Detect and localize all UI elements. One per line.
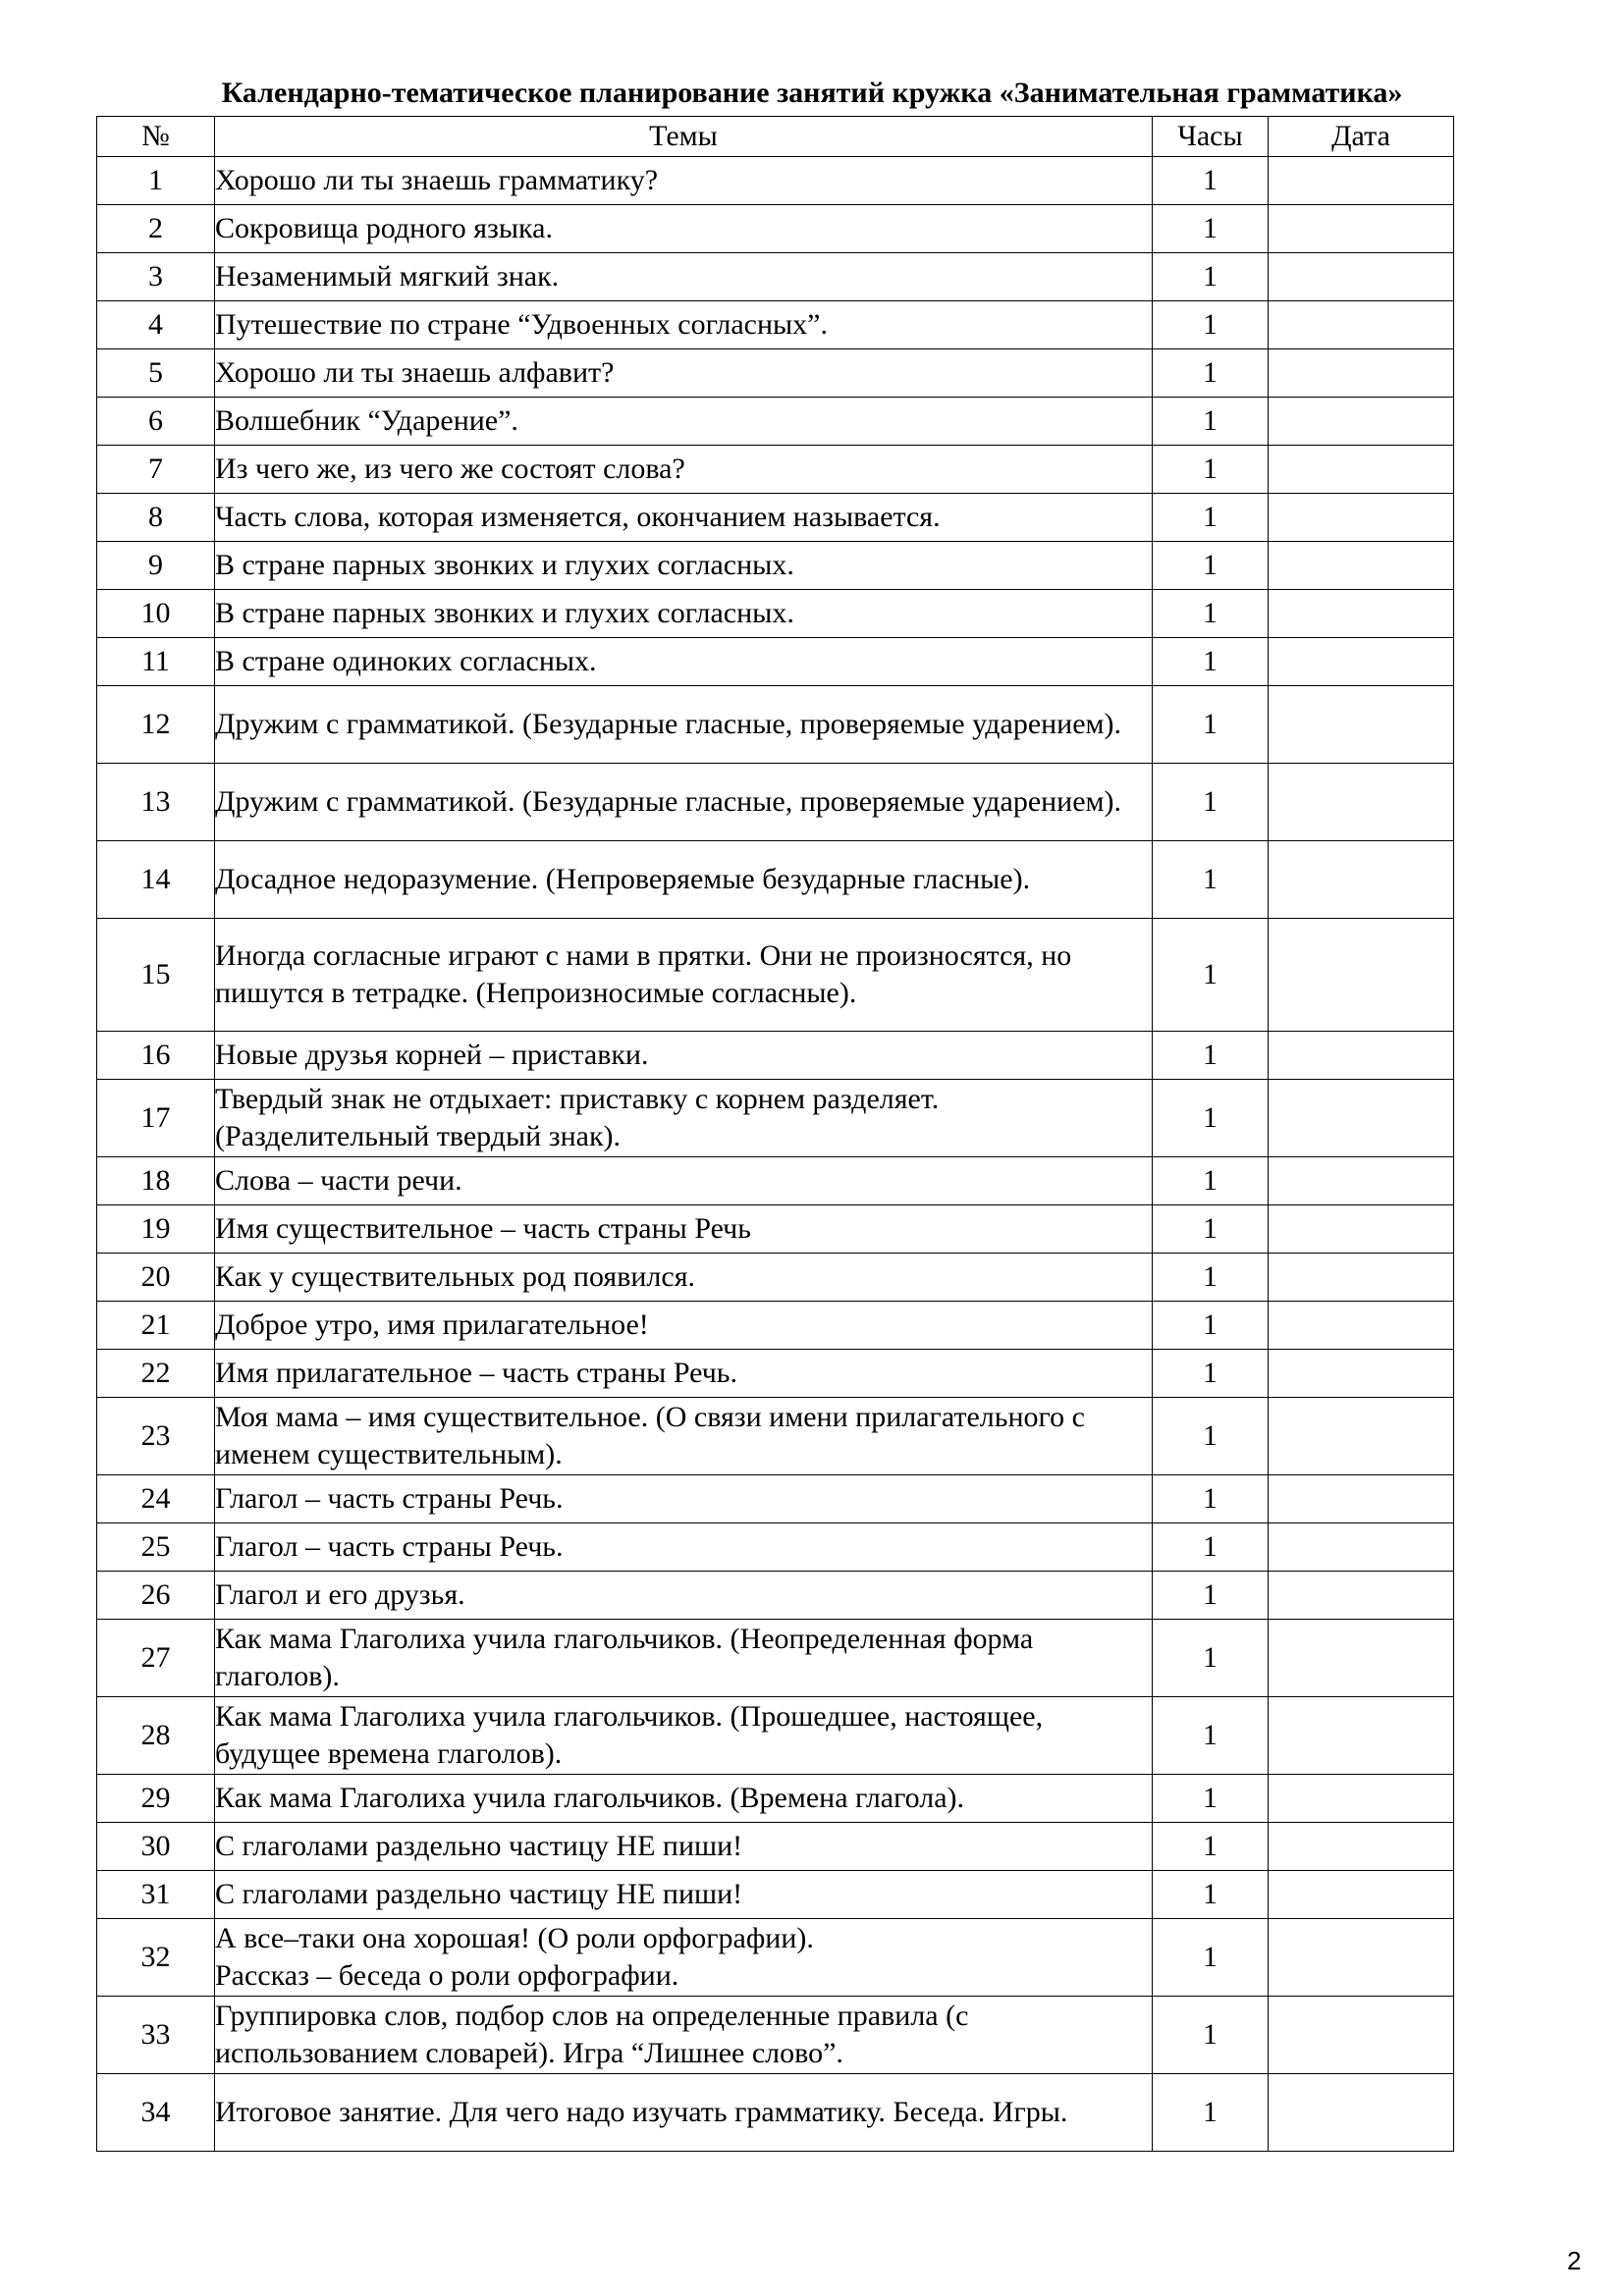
- row-hours: 1: [1153, 301, 1269, 349]
- table-row: [97, 1823, 1454, 1871]
- row-topic: В стране одиноких согласных.: [215, 638, 1153, 686]
- row-hours: 1: [1153, 686, 1269, 764]
- row-date: [1269, 1997, 1454, 2074]
- table-row: [97, 1398, 1454, 1475]
- row-date: [1269, 494, 1454, 542]
- table-row: [97, 919, 1454, 1032]
- row-topic: Хорошо ли ты знаешь алфавит?: [215, 349, 1153, 398]
- row-topic: Как мама Глаголиха учила глагольчиков. (Времена глагола).: [215, 1775, 1153, 1823]
- table-row: [97, 1157, 1454, 1205]
- row-hours: 1: [1153, 1620, 1269, 1697]
- row-number: 19: [97, 1205, 215, 1254]
- row-date: [1269, 1350, 1454, 1398]
- planning-table: [96, 116, 1454, 2152]
- row-number: 16: [97, 1032, 215, 1080]
- table-row: [97, 1919, 1454, 1997]
- table-row: [97, 2074, 1454, 2152]
- row-number: 1: [97, 157, 215, 205]
- row-topic: Как мама Глаголиха учила глагольчиков. (Неопределенная форма глаголов).: [215, 1620, 1153, 1697]
- row-date: [1269, 2074, 1454, 2152]
- row-date: [1269, 1032, 1454, 1080]
- row-topic: Часть слова, которая изменяется, окончанием называется.: [215, 494, 1153, 542]
- row-hours: 1: [1153, 1157, 1269, 1205]
- row-date: [1269, 1302, 1454, 1350]
- row-number: 26: [97, 1572, 215, 1620]
- row-date: [1269, 1523, 1454, 1572]
- table-row: [97, 686, 1454, 764]
- row-topic: Доброе утро, имя прилагательное!: [215, 1302, 1153, 1350]
- row-hours: 1: [1153, 253, 1269, 301]
- table-row: [97, 1302, 1454, 1350]
- page-title: Календарно-тематическое планирование занятий кружка «Занимательная грамматика»: [221, 77, 1403, 109]
- row-hours: 1: [1153, 1080, 1269, 1157]
- row-number: 4: [97, 301, 215, 349]
- row-number: 7: [97, 446, 215, 494]
- table-row: [97, 590, 1454, 638]
- row-hours: 1: [1153, 349, 1269, 398]
- header-date: Дата: [1269, 117, 1454, 157]
- row-number: 12: [97, 686, 215, 764]
- table-row: [97, 1350, 1454, 1398]
- row-date: [1269, 1823, 1454, 1871]
- header-number: №: [97, 117, 215, 157]
- table-row: [97, 1523, 1454, 1572]
- table-row: [97, 157, 1454, 205]
- row-hours: 1: [1153, 1032, 1269, 1080]
- table-row: [97, 764, 1454, 841]
- row-hours: 1: [1153, 2074, 1269, 2152]
- row-topic: Сокровища родного языка.: [215, 205, 1153, 253]
- page-number: 2: [1567, 2246, 1582, 2275]
- row-number: 5: [97, 349, 215, 398]
- row-number: 13: [97, 764, 215, 841]
- row-date: [1269, 919, 1454, 1032]
- table-row: [97, 1572, 1454, 1620]
- row-date: [1269, 398, 1454, 446]
- row-date: [1269, 301, 1454, 349]
- row-date: [1269, 1620, 1454, 1697]
- row-date: [1269, 253, 1454, 301]
- header-hours: Часы: [1153, 117, 1269, 157]
- table-row: [97, 1032, 1454, 1080]
- row-number: 9: [97, 542, 215, 590]
- table-header-row: [97, 117, 1454, 157]
- row-hours: 1: [1153, 446, 1269, 494]
- row-hours: 1: [1153, 1475, 1269, 1523]
- row-topic: Итоговое занятие. Для чего надо изучать грамматику. Беседа. Игры.: [215, 2074, 1153, 2152]
- row-date: [1269, 1157, 1454, 1205]
- table-row: [97, 446, 1454, 494]
- row-topic: Иногда согласные играют с нами в прятки. Они не произносятся, но пишутся в тетрадке. (Непроизносимые согласные).: [215, 919, 1153, 1032]
- table-row: [97, 1697, 1454, 1775]
- row-number: 15: [97, 919, 215, 1032]
- header-topic: Темы: [215, 117, 1153, 157]
- row-topic: Слова – части речи.: [215, 1157, 1153, 1205]
- row-date: [1269, 157, 1454, 205]
- table-row: [97, 542, 1454, 590]
- table-row: [97, 841, 1454, 919]
- row-topic: Имя прилагательное – часть страны Речь.: [215, 1350, 1153, 1398]
- row-hours: 1: [1153, 764, 1269, 841]
- row-number: 22: [97, 1350, 215, 1398]
- row-hours: 1: [1153, 1523, 1269, 1572]
- table-row: [97, 1997, 1454, 2074]
- row-date: [1269, 1254, 1454, 1302]
- row-number: 14: [97, 841, 215, 919]
- row-topic: Хорошо ли ты знаешь грамматику?: [215, 157, 1153, 205]
- table-row: [97, 1205, 1454, 1254]
- row-topic: Волшебник “Ударение”.: [215, 398, 1153, 446]
- table-row: [97, 638, 1454, 686]
- row-number: 10: [97, 590, 215, 638]
- row-hours: 1: [1153, 398, 1269, 446]
- row-hours: 1: [1153, 1350, 1269, 1398]
- row-date: [1269, 764, 1454, 841]
- table-row: [97, 205, 1454, 253]
- row-topic: Из чего же, из чего же состоят слова?: [215, 446, 1153, 494]
- row-number: 32: [97, 1919, 215, 1997]
- row-date: [1269, 841, 1454, 919]
- row-number: 20: [97, 1254, 215, 1302]
- row-date: [1269, 542, 1454, 590]
- row-date: [1269, 1697, 1454, 1775]
- row-topic: Группировка слов, подбор слов на определенные правила (с использованием словарей). Игра “Лишнее слово”.: [215, 1997, 1153, 2074]
- table-row: [97, 349, 1454, 398]
- row-date: [1269, 638, 1454, 686]
- table-row: [97, 1254, 1454, 1302]
- row-number: 17: [97, 1080, 215, 1157]
- row-hours: 1: [1153, 1398, 1269, 1475]
- row-hours: 1: [1153, 590, 1269, 638]
- row-hours: 1: [1153, 1254, 1269, 1302]
- row-date: [1269, 1475, 1454, 1523]
- row-number: 34: [97, 2074, 215, 2152]
- row-topic: Дружим с грамматикой. (Безударные гласные, проверяемые ударением).: [215, 686, 1153, 764]
- row-hours: 1: [1153, 919, 1269, 1032]
- row-topic: Моя мама – имя существительное. (О связи имени прилагательного с именем существительным).: [215, 1398, 1153, 1475]
- row-topic: Незаменимый мягкий знак.: [215, 253, 1153, 301]
- row-topic: А все–таки она хорошая! (О роли орфографии). Рассказ – беседа о роли орфографии.: [215, 1919, 1153, 1997]
- row-topic: С глаголами раздельно частицу НЕ пиши!: [215, 1823, 1153, 1871]
- table-row: [97, 1080, 1454, 1157]
- row-number: 21: [97, 1302, 215, 1350]
- row-number: 3: [97, 253, 215, 301]
- table-row: [97, 1871, 1454, 1919]
- row-hours: 1: [1153, 1823, 1269, 1871]
- row-hours: 1: [1153, 1919, 1269, 1997]
- table-row: [97, 301, 1454, 349]
- table-row: [97, 1620, 1454, 1697]
- row-hours: 1: [1153, 205, 1269, 253]
- row-number: 2: [97, 205, 215, 253]
- row-topic: Имя существительное – часть страны Речь: [215, 1205, 1153, 1254]
- row-date: [1269, 1919, 1454, 1997]
- row-hours: 1: [1153, 1205, 1269, 1254]
- row-date: [1269, 1205, 1454, 1254]
- table-row: [97, 1475, 1454, 1523]
- row-hours: 1: [1153, 494, 1269, 542]
- row-number: 23: [97, 1398, 215, 1475]
- row-hours: 1: [1153, 841, 1269, 919]
- row-date: [1269, 1080, 1454, 1157]
- row-topic: Досадное недоразумение. (Непроверяемые безударные гласные).: [215, 841, 1153, 919]
- row-hours: 1: [1153, 542, 1269, 590]
- row-date: [1269, 590, 1454, 638]
- row-number: 11: [97, 638, 215, 686]
- row-topic: Глагол и его друзья.: [215, 1572, 1153, 1620]
- row-date: [1269, 1871, 1454, 1919]
- table-row: [97, 1775, 1454, 1823]
- row-topic: Глагол – часть страны Речь.: [215, 1475, 1153, 1523]
- row-date: [1269, 686, 1454, 764]
- table-row: [97, 253, 1454, 301]
- row-hours: 1: [1153, 1997, 1269, 2074]
- row-number: 30: [97, 1823, 215, 1871]
- row-hours: 1: [1153, 1697, 1269, 1775]
- row-number: 6: [97, 398, 215, 446]
- row-topic: Твердый знак не отдыхает: приставку с корнем разделяет. (Разделительный твердый знак).: [215, 1080, 1153, 1157]
- row-topic: Как у существительных род появился.: [215, 1254, 1153, 1302]
- row-number: 8: [97, 494, 215, 542]
- row-hours: 1: [1153, 157, 1269, 205]
- row-date: [1269, 446, 1454, 494]
- row-number: 25: [97, 1523, 215, 1572]
- row-topic: Дружим с грамматикой. (Безударные гласные, проверяемые ударением).: [215, 764, 1153, 841]
- row-date: [1269, 205, 1454, 253]
- row-date: [1269, 1775, 1454, 1823]
- row-topic: Путешествие по стране “Удвоенных согласных”.: [215, 301, 1153, 349]
- table-row: [97, 494, 1454, 542]
- row-number: 28: [97, 1697, 215, 1775]
- row-number: 27: [97, 1620, 215, 1697]
- row-topic: С глаголами раздельно частицу НЕ пиши!: [215, 1871, 1153, 1919]
- table-body: [97, 157, 1454, 2152]
- row-hours: 1: [1153, 1871, 1269, 1919]
- row-date: [1269, 349, 1454, 398]
- row-topic: Как мама Глаголиха учила глагольчиков. (Прошедшее, настоящее, будущее времена глаголов).: [215, 1697, 1153, 1775]
- row-hours: 1: [1153, 1775, 1269, 1823]
- row-topic: В стране парных звонких и глухих согласных.: [215, 590, 1153, 638]
- row-number: 33: [97, 1997, 215, 2074]
- row-number: 24: [97, 1475, 215, 1523]
- row-date: [1269, 1398, 1454, 1475]
- row-hours: 1: [1153, 1302, 1269, 1350]
- row-topic: Глагол – часть страны Речь.: [215, 1523, 1153, 1572]
- row-hours: 1: [1153, 638, 1269, 686]
- row-number: 29: [97, 1775, 215, 1823]
- row-hours: 1: [1153, 1572, 1269, 1620]
- row-number: 31: [97, 1871, 215, 1919]
- table-row: [97, 398, 1454, 446]
- row-number: 18: [97, 1157, 215, 1205]
- row-topic: Новые друзья корней – приставки.: [215, 1032, 1153, 1080]
- row-date: [1269, 1572, 1454, 1620]
- row-topic: В стране парных звонких и глухих согласных.: [215, 542, 1153, 590]
